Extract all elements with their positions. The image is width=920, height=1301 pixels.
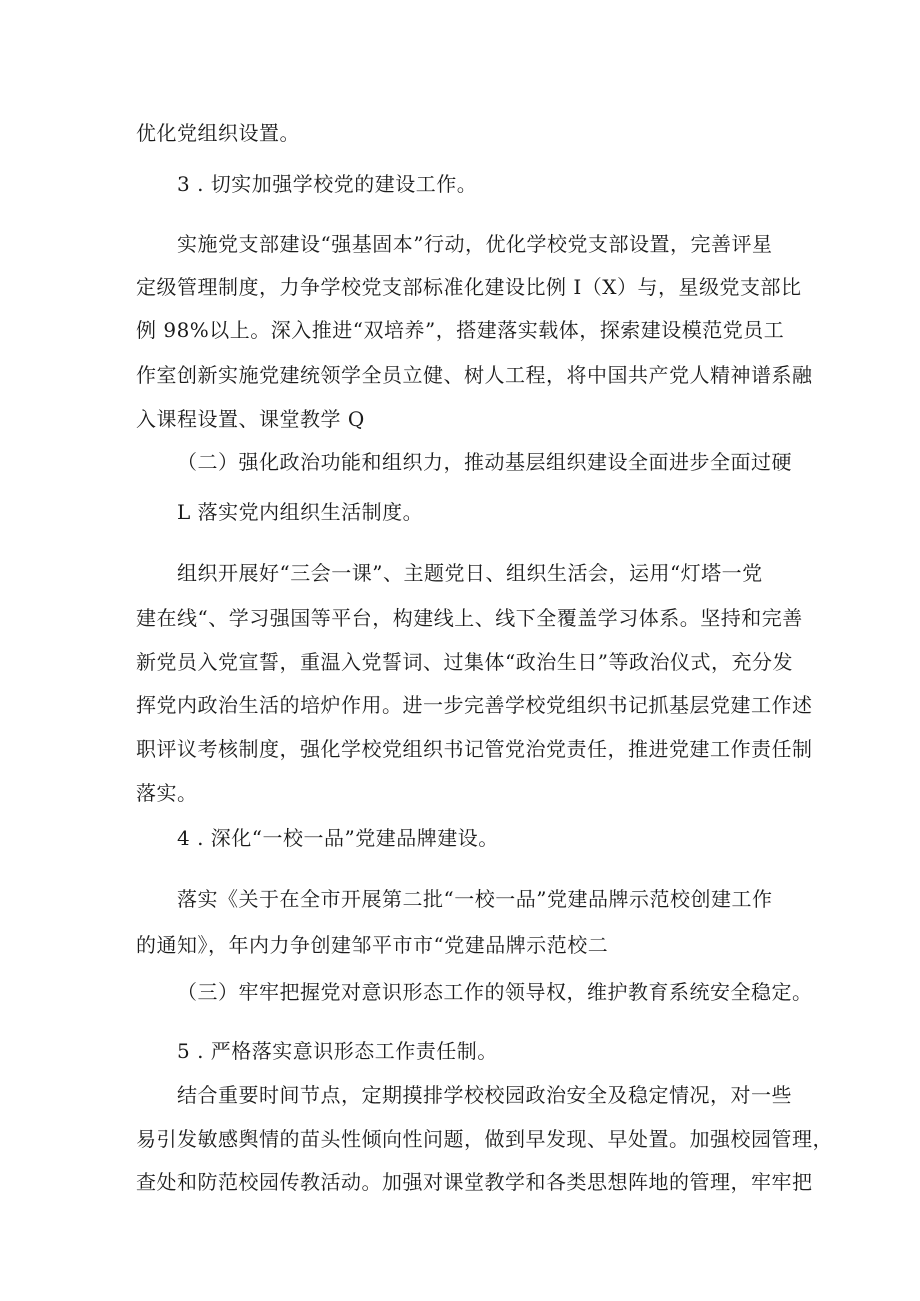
text-line: 优化党组织设置。 <box>136 121 300 145</box>
section-heading: 5 . 严格落实意识形态工作责任制。 <box>177 1039 498 1063</box>
text-line: 定级管理制度，力争学校党支部标准化建设比例 I（X）与，星级党支部比 <box>136 275 802 299</box>
text-line: 作室创新实施党建统领学全员立健、树人工程，将中国共产党人精神谱系融 <box>136 363 813 387</box>
section-heading: 3 . 切实加强学校党的建设工作。 <box>177 172 478 196</box>
text-line: 结合重要时间节点，定期摸排学校校园政治安全及稳定情况，对一些 <box>177 1083 792 1107</box>
section-heading: L 落实党内组织生活制度。 <box>177 500 424 524</box>
text-line: 例 98%以上。深入推进“双培养”，搭建落实载体，探索建设模范党员工 <box>136 318 785 342</box>
text-line: 新党员入党宣誓，重温入党誓词、过集体“政治生日”等政治仪式，充分发 <box>136 650 793 674</box>
text-line: 挥党内政治生活的培炉作用。进一步完善学校党组织书记抓基层党建工作述 <box>136 693 813 717</box>
text-line: 入课程设置、课堂教学 Q <box>136 407 365 431</box>
text-line: 建在线“、学习强国等平台，构建线上、线下全覆盖学习体系。坚持和完善 <box>136 606 803 630</box>
text-line: 易引发敏感舆情的苗头性倾向性问题，做到早发现、早处置。加强校园管理， <box>136 1127 833 1151</box>
text-line: 的通知》，年内力争创建邹平市市“党建品牌示范校二 <box>136 933 609 957</box>
section-heading: （三）牢牢把握党对意识形态工作的领导权，维护教育系统安全稳定。 <box>177 980 813 1004</box>
section-heading: （二）强化政治功能和组织力，推动基层组织建设全面进步全面过硬 <box>177 450 792 474</box>
text-line: 实施党支部建设“强基固本”行动，优化学校党支部设置，完善评星 <box>177 232 773 256</box>
text-line: 落实《关于在全市开展第二批“一校一品”党建品牌示范校创建工作 <box>177 887 773 911</box>
section-heading: 4 . 深化“一校一品”党建品牌建设。 <box>177 826 499 850</box>
text-line: 查处和防范校园传教活动。加强对课堂教学和各类思想阵地的管理，牢牢把 <box>136 1170 813 1194</box>
text-line: 组织开展好“三会一课”、主题党日、组织生活会，运用“灯塔一党 <box>177 561 763 585</box>
text-line: 职评议考核制度，强化学校党组织书记管党治党责任，推进党建工作责任制 <box>136 737 813 761</box>
text-line: 落实。 <box>136 781 198 805</box>
